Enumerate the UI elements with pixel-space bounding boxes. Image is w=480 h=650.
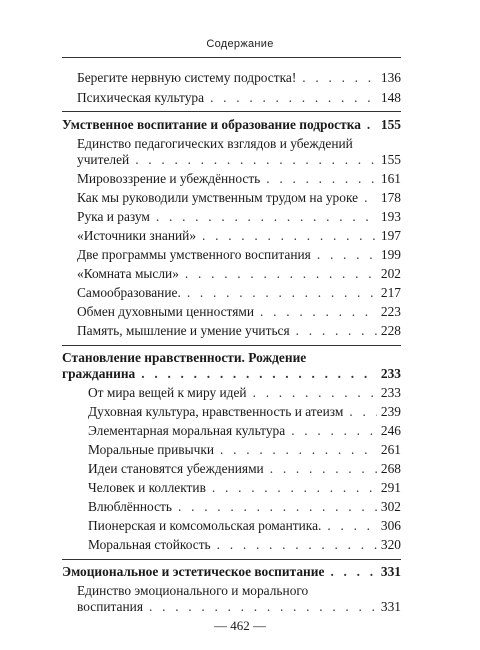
toc-leader	[187, 284, 377, 302]
toc-entry	[77, 284, 401, 302]
toc-leader	[260, 303, 377, 321]
toc-entry	[77, 265, 401, 283]
toc-leader	[317, 246, 377, 264]
toc-section-heading	[62, 563, 401, 581]
toc-leader	[156, 208, 377, 226]
toc-entry-page: 228	[380, 323, 401, 338]
toc-entry-title: Две программы умственного воспитания	[77, 247, 311, 262]
toc-entry-page: 268	[380, 461, 401, 476]
toc-entry	[77, 208, 401, 226]
toc-leader	[185, 265, 377, 283]
toc-entry-title: Берегите нервную систему подростка!	[77, 70, 297, 85]
toc-leader	[296, 322, 377, 340]
toc-leader	[141, 365, 377, 383]
toc-entry-title: Самообразование.	[77, 285, 181, 300]
toc-entry-title-line1: Единство эмоционального и морального	[77, 583, 309, 598]
toc-entry-title: Умственное воспитание и образование подростка	[62, 117, 361, 132]
toc-leader	[210, 89, 377, 107]
toc-entry-title: Элементарная моральная культура	[88, 423, 286, 438]
toc-leader	[212, 479, 377, 497]
toc-entry-page: 178	[380, 190, 401, 205]
toc-leader	[253, 384, 377, 402]
toc-entry-title: Мировоззрение и убеждённость	[77, 171, 261, 186]
toc-leader	[349, 403, 377, 421]
toc-entry	[77, 151, 401, 169]
toc-entry-page: 302	[380, 499, 401, 514]
toc-entry	[77, 227, 401, 245]
toc-entry-title: Эмоциональное и эстетическое воспитание	[62, 564, 325, 579]
toc-entry-page: 233	[380, 385, 401, 400]
toc-entry-page: 331	[380, 599, 401, 614]
toc-entry	[88, 460, 401, 478]
toc-leader	[270, 460, 377, 478]
toc-entry	[77, 303, 401, 321]
section-rule	[62, 111, 401, 112]
toc-entry	[88, 517, 401, 535]
page-number: — 462 —	[214, 618, 266, 633]
toc-entry-title-line1: Единство педагогических взглядов и убеждений	[77, 136, 353, 151]
toc-leader	[330, 563, 376, 581]
toc-entry-page: 136	[380, 70, 401, 85]
toc-entry	[88, 422, 401, 440]
toc-entry-title: «Комната мысли»	[77, 266, 179, 281]
toc-entry-page: 291	[380, 480, 401, 495]
toc-entry-page: 331	[380, 564, 401, 579]
toc-entry	[88, 498, 401, 516]
toc-entry-title: «Источники знаний»	[77, 228, 197, 243]
toc-entry-title: Обмен духовными ценностями	[77, 304, 255, 319]
toc-entry-title: учителей	[77, 152, 130, 167]
toc-entry	[88, 384, 401, 402]
toc-entry-page: 239	[380, 404, 401, 419]
toc-entry-page: 306	[380, 518, 401, 533]
toc-entry-title: Духовная культура, нравственность и атеизм	[88, 404, 344, 419]
toc-entry-title: Психическая культура	[77, 90, 205, 105]
toc-entry	[77, 170, 401, 188]
toc-entry-page: 246	[380, 423, 401, 438]
toc-entry-title: Моральные привычки	[88, 442, 215, 457]
toc-entry	[77, 246, 401, 264]
toc-entry-page: 261	[380, 442, 401, 457]
header-rule	[62, 57, 401, 58]
toc-entry-page: 155	[380, 117, 401, 132]
toc-leader	[266, 170, 377, 188]
section-rule	[62, 345, 401, 346]
toc-entry	[77, 322, 401, 340]
toc-leader	[220, 441, 377, 459]
toc-entry-page: 199	[380, 247, 401, 262]
toc-leader	[178, 498, 377, 516]
toc-entry	[77, 69, 401, 87]
toc-entry-page: 320	[380, 537, 401, 552]
toc-entry	[88, 441, 401, 459]
toc-entry	[88, 479, 401, 497]
toc-section-heading	[62, 116, 401, 134]
toc-entry-page: 193	[380, 209, 401, 224]
toc-leader	[217, 536, 377, 554]
toc-entry	[88, 536, 401, 554]
toc-entry-title: Пионерская и комсомольская романтика.	[88, 518, 322, 533]
toc-entry-page: 217	[380, 285, 401, 300]
section-rule	[62, 559, 401, 560]
toc-leader	[302, 69, 377, 87]
toc-entry-page: 155	[380, 152, 401, 167]
toc-entry	[77, 189, 401, 207]
toc-leader	[327, 517, 377, 535]
toc-section-heading	[62, 365, 401, 383]
toc-entry-title: Моральная стойкость	[88, 537, 211, 552]
toc-entry-page: 202	[380, 266, 401, 281]
toc-entry	[77, 598, 401, 616]
toc-entry-title: Человек и коллектив	[88, 480, 206, 495]
toc-entry-title: Память, мышление и умение учиться	[77, 323, 290, 338]
toc-leader	[291, 422, 377, 440]
toc-entry-title: Идеи становятся убеждениями	[88, 461, 264, 476]
toc-entry-page: 223	[380, 304, 401, 319]
toc-entry-title: Рука и разум	[77, 209, 150, 224]
toc-entry-page: 161	[380, 171, 401, 186]
running-head: Содержание	[206, 38, 274, 50]
toc-entry-title: От мира вещей к миру идей	[88, 385, 247, 400]
toc-entry-page: 148	[380, 90, 401, 105]
toc-section-heading-line1: Становление нравственности. Рождение	[62, 350, 307, 365]
toc-leader	[367, 116, 377, 134]
toc-entry-title: Как мы руководили умственным трудом на уроке	[77, 190, 359, 205]
toc-leader	[135, 151, 377, 169]
toc-entry-title: гражданина	[62, 366, 136, 381]
toc-entry	[77, 89, 401, 107]
toc-leader	[364, 189, 377, 207]
toc-entry-title: воспитания	[77, 599, 143, 614]
toc-leader	[149, 598, 377, 616]
toc-entry	[88, 403, 401, 421]
toc-entry-page: 197	[380, 228, 401, 243]
toc-leader	[202, 227, 377, 245]
toc-entry-title: Влюблённость	[88, 499, 172, 514]
toc-entry-page: 233	[380, 366, 401, 381]
